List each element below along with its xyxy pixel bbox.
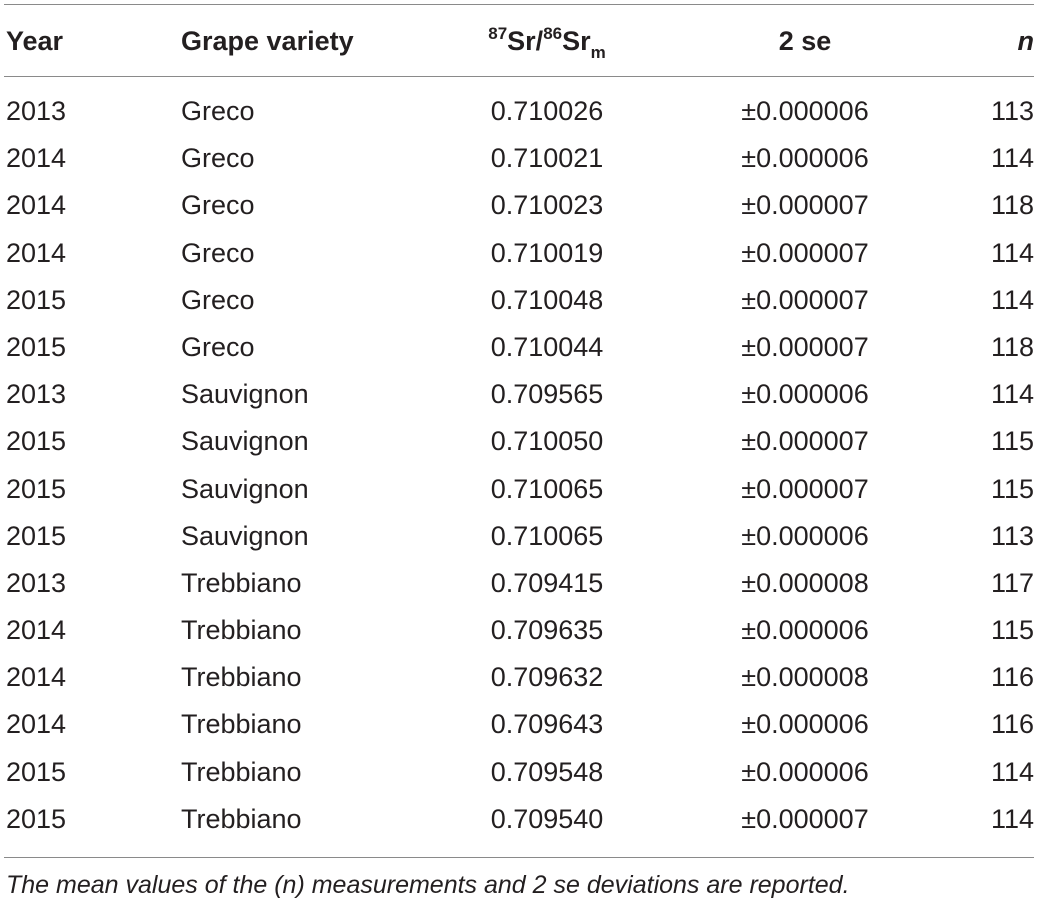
cell-variety: Greco [181,331,255,362]
cell-ratio: 0.710065 [490,520,604,551]
cell-year: 2014 [6,662,67,693]
cell-variety: Sauvignon [181,520,309,551]
cell-variety: Trebbiano [181,567,302,598]
cell-variety: Trebbiano [181,615,302,646]
cell-n: 118 [990,190,1034,221]
header-ratio-sr: Sr [562,26,591,56]
cell-n: 114 [990,803,1034,834]
table-row [0,277,1040,324]
cell-n: 118 [990,331,1034,362]
cell-year: 2015 [6,520,67,551]
header-ratio-sr-slash: Sr/ [507,26,544,56]
cell-year: 2015 [6,331,67,362]
table-row [0,371,1040,418]
cell-ratio: 0.710044 [490,331,604,362]
cell-2se: ±0.000007 [741,237,869,268]
table-row [0,88,1040,135]
cell-ratio: 0.710065 [490,473,604,504]
cell-2se: ±0.000008 [741,567,869,598]
cell-ratio: 0.710048 [490,284,604,315]
table-row [0,230,1040,277]
cell-2se: ±0.000006 [741,756,869,787]
table-row [0,182,1040,229]
cell-variety: Trebbiano [181,756,302,787]
cell-ratio: 0.709415 [490,567,604,598]
header-year: Year [6,26,64,56]
cell-year: 2013 [6,567,67,598]
table-row [0,513,1040,560]
cell-2se: ±0.000007 [741,190,869,221]
cell-ratio: 0.710023 [490,190,604,221]
cell-2se: ±0.000007 [741,331,869,362]
cell-ratio: 0.710026 [490,96,604,126]
cell-variety: Greco [181,284,255,315]
table-header-row [0,4,1040,76]
cell-2se: ±0.000007 [741,426,869,457]
cell-year: 2014 [6,190,67,221]
cell-year: 2015 [6,473,67,504]
cell-n: 114 [990,379,1034,410]
cell-2se: ±0.000007 [741,284,869,315]
header-ratio-isotope-87: 87 [488,24,508,43]
header-ratio-subscript-m: m [590,43,606,62]
cell-n: 115 [990,426,1034,457]
cell-year: 2014 [6,143,67,174]
cell-2se: ±0.000006 [741,379,869,410]
cell-2se: ±0.000007 [741,803,869,834]
cell-variety: Sauvignon [181,379,309,410]
cell-ratio: 0.709548 [490,756,604,787]
cell-variety: Sauvignon [181,426,309,457]
cell-n: 115 [990,473,1034,504]
cell-variety: Greco [181,237,255,268]
cell-variety: Trebbiano [181,662,302,693]
cell-n: 115 [990,615,1034,646]
cell-n: 113 [990,96,1034,126]
cell-n: 114 [990,143,1034,174]
cell-year: 2015 [6,803,67,834]
cell-2se: ±0.000007 [741,473,869,504]
cell-year: 2015 [6,756,67,787]
cell-year: 2015 [6,284,67,315]
cell-ratio: 0.709643 [490,709,604,740]
cell-2se: ±0.000006 [741,143,869,174]
table-row [0,796,1040,843]
cell-n: 116 [990,709,1034,740]
table-row [0,654,1040,701]
table-row [0,418,1040,465]
cell-year: 2014 [6,615,67,646]
cell-2se: ±0.000006 [741,709,869,740]
header-n: n [1017,26,1034,56]
table-row [0,466,1040,513]
cell-2se: ±0.000006 [741,520,869,551]
table-footnote: The mean values of the (n) measurements and 2 se deviations are reported. [6,871,850,899]
table-header-rule [4,76,1034,77]
cell-ratio: 0.710019 [490,237,604,268]
cell-year: 2015 [6,426,67,457]
cell-ratio: 0.709632 [490,662,604,693]
header-ratio-isotope-86: 86 [543,24,563,43]
cell-n: 113 [990,520,1034,551]
cell-ratio: 0.710050 [490,426,604,457]
table-row [0,560,1040,607]
cell-n: 114 [990,756,1034,787]
cell-n: 114 [990,237,1034,268]
table-row [0,607,1040,654]
cell-n: 116 [990,662,1034,693]
cell-2se: ±0.000006 [741,615,869,646]
cell-year: 2014 [6,709,67,740]
header-2se: 2 se [778,26,832,56]
cell-year: 2013 [6,379,67,410]
header-strontium-ratio [462,26,632,60]
table-row [0,749,1040,796]
cell-variety: Trebbiano [181,803,302,834]
cell-ratio: 0.709565 [490,379,604,410]
cell-ratio: 0.710021 [490,143,604,174]
cell-2se: ±0.000008 [741,662,869,693]
cell-variety: Greco [181,143,255,174]
table-row [0,135,1040,182]
cell-year: 2014 [6,237,67,268]
table-row [0,324,1040,371]
table-bottom-rule [4,857,1034,858]
cell-year: 2013 [6,96,67,126]
table-body [0,88,1040,843]
cell-ratio: 0.709540 [490,803,604,834]
header-grape-variety: Grape variety [181,26,354,56]
cell-2se: ±0.000006 [741,96,869,126]
table-row [0,701,1040,748]
cell-n: 117 [990,567,1034,598]
cell-variety: Greco [181,190,255,221]
cell-variety: Trebbiano [181,709,302,740]
cell-variety: Sauvignon [181,473,309,504]
cell-n: 114 [990,284,1034,315]
cell-ratio: 0.709635 [490,615,604,646]
cell-variety: Greco [181,96,255,126]
